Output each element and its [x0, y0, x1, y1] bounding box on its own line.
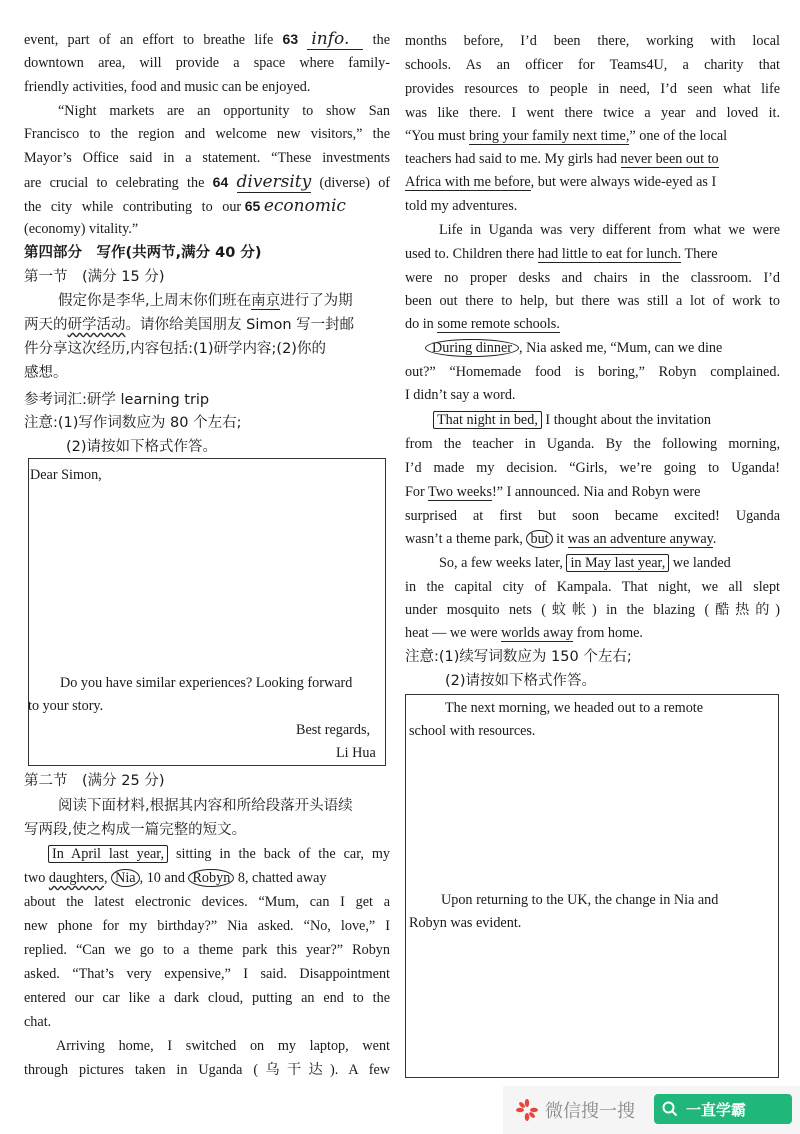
letter-regards: Best regards,: [296, 722, 371, 738]
story-line: was like there. I went there twice a year and loved it.: [405, 105, 780, 121]
boxed-phrase: That night in bed,: [433, 411, 542, 429]
handwritten-answer-65: economic: [263, 196, 346, 216]
section-heading: 第四部分 写作(共两节,满分 40 分): [24, 245, 262, 261]
story-line: months before, I’d been there, working with local: [405, 33, 780, 49]
search-button-label: 一直学霸: [686, 1101, 747, 1119]
paragraph-opener: Robyn was evident.: [409, 915, 522, 931]
underlined-phrase: was an adventure anyway: [567, 531, 713, 547]
story-line: “You must bring your family next time,” one of the local: [405, 128, 728, 144]
letter-answer-box[interactable]: [28, 458, 386, 766]
handwritten-answer-63: info.: [307, 29, 363, 50]
story-line: used to. Children there had little to eat for lunch. There: [405, 246, 718, 262]
subsection-heading: 第一节 (满分 15 分): [24, 269, 165, 285]
subsection-heading: 第二节 (满分 25 分): [24, 773, 165, 789]
boxed-phrase: In April last year,: [48, 845, 168, 863]
story-line: new phone for my birthday?” Nia asked. “No, love,” I: [24, 918, 390, 934]
task-line: 两天的研学活动。请你给美国朋友 Simon 写一封邮: [24, 317, 355, 333]
text-line: Francisco to the region and welcome new visitors,” the: [24, 126, 390, 142]
story-line: So, a few weeks later, in May last year, we landed: [439, 555, 731, 571]
letter-greeting: Dear Simon,: [30, 467, 102, 483]
text-line: downtown area, will provide a space where family-: [24, 55, 390, 71]
story-line: For Two weeks!” I announced. Nia and Robyn were: [405, 484, 701, 500]
story-line: out?” “Homemade food is boring,” Robyn complained.: [405, 364, 780, 380]
story-line: schools. As an officer for Teams4U, a charity that: [405, 57, 780, 73]
text-line: “Night markets are an opportunity to show San: [58, 103, 390, 119]
circled-phrase: During dinner: [425, 339, 519, 357]
paragraph-opener: The next morning, we headed out to a remote: [445, 700, 704, 716]
underlined-phrase: worlds away: [501, 625, 574, 641]
story-line: chat.: [24, 1014, 52, 1030]
story-line: surprised at first but soon became excited! Uganda: [405, 508, 780, 524]
letter-signature: Li Hua: [336, 745, 376, 761]
story-line: about the latest electronic devices. “Mum, can I get a: [24, 894, 390, 910]
blank-number-63: 63: [282, 31, 299, 47]
note-line: (2)请按如下格式作答。: [66, 439, 218, 455]
text-line: (economy) vitality.”: [24, 221, 139, 237]
boxed-phrase: in May last year,: [566, 554, 669, 572]
note-line: (2)请按如下格式作答。: [445, 673, 597, 689]
story-line: were no proper desks and chairs in the classroom. I’d: [405, 270, 780, 286]
story-line: Arriving home, I switched on my laptop, went: [56, 1038, 390, 1054]
continuation-answer-box[interactable]: [405, 694, 779, 1078]
story-line: told my adventures.: [405, 198, 518, 214]
search-icon: [662, 1101, 678, 1117]
story-line: replied. “Can we go to a theme park this year?” Robyn: [24, 942, 390, 958]
underlined-term: daughters: [48, 870, 104, 886]
underlined-phrase: Two weeks: [428, 484, 493, 500]
blank-number-65: 65: [244, 198, 261, 214]
story-line: teachers had said to me. My girls had never been out to: [405, 151, 719, 167]
text-line: the city while contributing to our 65 economic: [24, 196, 346, 216]
story-line: asked. “That’s very expensive,” I said. Disappointment: [24, 966, 390, 982]
text-line: Mayor’s Office said in a statement. “These investments: [24, 150, 390, 166]
blank-number-64: 64: [212, 174, 229, 190]
instruction-line: 写两段,使之构成一篇完整的短文。: [24, 822, 247, 838]
story-line: I’d made my decision. “Girls, we’re going to Uganda!: [405, 460, 780, 476]
underlined-phrase: bring your family next time,: [469, 128, 630, 144]
task-line: 假定你是李华,上周末你们班在南京进行了为期: [58, 293, 353, 309]
task-line: 件分享这次经历,内容包括:(1)研学内容;(2)你的: [24, 341, 326, 357]
story-line: I didn’t say a word.: [405, 387, 516, 403]
story-line: heat — we were worlds away from home.: [405, 625, 643, 641]
letter-closing: to your story.: [28, 698, 104, 714]
letter-closing: Do you have similar experiences? Looking forward: [60, 675, 353, 691]
story-line: Life in Uganda was very different from what we were: [439, 222, 780, 238]
search-button[interactable]: [654, 1094, 792, 1124]
text-line: are crucial to celebrating the 64 diversity (diverse) of: [24, 172, 391, 192]
story-line: in the capital city of Kampala. That night, we all slept: [405, 579, 780, 595]
story-line: through pictures taken in Uganda (乌干达). A few: [24, 1062, 390, 1078]
story-line: provides resources to people in need, I’d seen what life: [405, 81, 780, 97]
story-line: In April last year, sitting in the back of the car, my: [48, 845, 390, 863]
story-line: entered our car like a dark cloud, putting an end to the: [24, 990, 390, 1006]
underlined-phrase: never been out to: [620, 151, 719, 167]
underlined-term: 研学活动: [67, 317, 126, 333]
underlined-phrase: had little to eat for lunch.: [537, 246, 682, 262]
paragraph-opener: Upon returning to the UK, the change in Nia and: [441, 892, 719, 908]
note-line: 注意:(1)续写词数应为 150 个左右;: [405, 649, 632, 665]
flower-logo-icon: [515, 1098, 539, 1122]
text-line: event, part of an effort to breathe life 63 info. the: [24, 29, 391, 49]
circled-word: but: [526, 530, 552, 548]
underlined-phrase: some remote schools.: [437, 316, 560, 332]
story-line: been out there to help, but there was still a lot of work to: [405, 293, 780, 309]
story-line: During dinner , Nia asked me, “Mum, can we dine: [425, 339, 780, 357]
story-line: from the teacher in Uganda. By the following morning,: [405, 436, 780, 452]
paragraph-opener: school with resources.: [409, 723, 536, 739]
underlined-phrase: Africa with me before: [405, 174, 531, 190]
watermark-bar: [503, 1086, 800, 1134]
wechat-search-text: 微信搜一搜: [545, 1101, 635, 1122]
note-line: 注意:(1)写作词数应为 80 个左右;: [24, 415, 242, 431]
underlined-term: 南京: [251, 293, 281, 309]
handwritten-answer-64: diversity: [236, 172, 312, 192]
circled-name: Robyn: [188, 869, 234, 887]
instruction-line: 阅读下面材料,根据其内容和所给段落开头语续: [58, 798, 353, 814]
story-line: do in some remote schools.: [405, 316, 560, 332]
story-line: two daughters, Nia , 10 and Robyn 8, chatted away: [24, 870, 327, 886]
story-line: under mosquito nets (蚊帐) in the blazing (酷热的): [405, 602, 780, 618]
text-line: friendly activities, food and music can be enjoyed.: [24, 79, 311, 95]
story-line: That night in bed, I thought about the invitation: [433, 411, 780, 429]
story-line: Africa with me before, but were always wide-eyed as I: [405, 174, 717, 190]
circled-name: Nia: [111, 869, 140, 887]
story-line: wasn’t a theme park, but it was an adventure anyway.: [405, 531, 717, 547]
task-line: 感想。: [24, 365, 68, 381]
reference-vocab: 参考词汇:研学 learning trip: [24, 392, 210, 408]
